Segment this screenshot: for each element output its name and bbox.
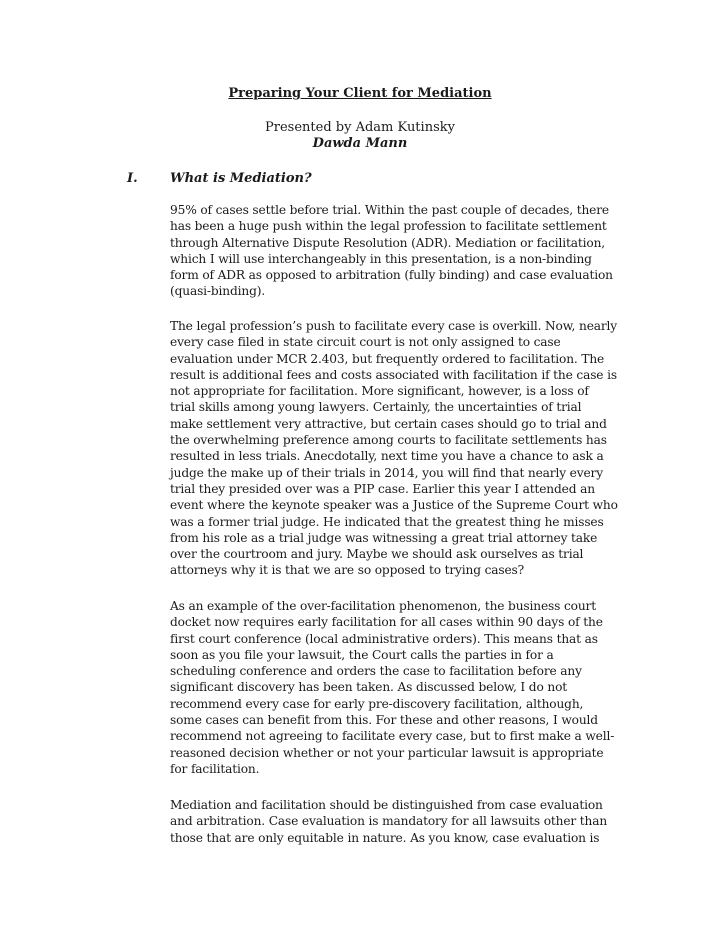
text-line: Mediation and facilitation should be distinguished from case evaluation	[170, 798, 603, 812]
section-number: I.	[127, 171, 138, 186]
section-heading: What is Mediation?	[170, 171, 312, 186]
text-line: every case filed in state circuit court is not only assigned to case	[170, 335, 561, 350]
text-line: over the courtroom and jury. Maybe we should ask ourselves as trial	[170, 547, 584, 562]
copresenter-name: Dawda Mann	[312, 136, 408, 151]
paragraph	[170, 202, 620, 300]
text-line: As an example of the over-facilitation phenomenon, the business court	[170, 599, 596, 613]
text-line: significant discovery has been taken. As discussed below, I do not	[170, 680, 567, 695]
text-line: result is additional fees and costs associated with facilitation if the case is	[170, 367, 617, 382]
document-title: Preparing Your Client for Mediation	[228, 86, 492, 101]
text-line: 95% of cases settle before trial. Within the past couple of decades, there	[170, 203, 609, 217]
text-line: some cases can benefit from this. For these and other reasons, I would	[170, 713, 598, 728]
text-line: was a former trial judge. He indicated that the greatest thing he misses	[170, 514, 604, 529]
text-line: the overwhelming preference among courts to facilitate settlements has	[170, 433, 607, 448]
text-line: first court conference (local administrative orders). This means that as	[170, 631, 598, 646]
text-line: those that are only equitable in nature. As you know, case evaluation is	[170, 830, 600, 845]
text-line: trial skills among young lawyers. Certainly, the uncertainties of trial	[170, 400, 582, 415]
presenter-line: Presented by Adam Kutinsky	[265, 120, 455, 135]
text-line: from his role as a trial judge was witnessing a great trial attorney take	[170, 530, 598, 545]
text-line: (quasi-binding).	[170, 284, 266, 299]
text-line: resulted in less trials. Anecdotally, next time you have a chance to ask a	[170, 449, 604, 464]
text-line: scheduling conference and orders the case to facilitation before any	[170, 664, 582, 679]
text-line: for facilitation.	[170, 761, 260, 776]
text-line: form of ADR as opposed to arbitration (fully binding) and case evaluation	[170, 268, 613, 283]
text-line: reasoned decision whether or not your particular lawsuit is appropriate	[170, 745, 604, 760]
text-line: and arbitration. Case evaluation is mandatory for all lawsuits other than	[170, 814, 608, 829]
text-line: has been a huge push within the legal profession to facilitate settlement	[170, 219, 607, 234]
paragraph	[170, 797, 620, 846]
text-line: docket now requires early facilitation for all cases within 90 days of the	[170, 615, 603, 630]
paragraph	[170, 598, 620, 777]
text-line: not appropriate for facilitation. More significant, however, is a loss of	[170, 384, 589, 399]
text-line: evaluation under MCR 2.403, but frequently ordered to facilitation. The	[170, 351, 605, 366]
text-line: judge the make up of their trials in 2014, you will find that nearly every	[170, 465, 603, 480]
text-line: which I will use interchangeably in this presentation, is a non-binding	[170, 251, 592, 266]
text-line: event where the keynote speaker was a Justice of the Supreme Court who	[170, 498, 618, 513]
text-line: recommend not agreeing to facilitate every case, but to first make a well-	[170, 729, 615, 744]
text-line: through Alternative Dispute Resolution (ADR). Mediation or facilitation,	[170, 235, 606, 250]
text-line: attorneys why it is that we are so opposed to trying cases?	[170, 563, 525, 578]
text-line: recommend every case for early pre-discovery facilitation, although,	[170, 696, 584, 711]
paragraph	[170, 318, 620, 579]
text-line: soon as you file your lawsuit, the Court calls the parties in for a	[170, 647, 554, 662]
text-line: make settlement very attractive, but certain cases should go to trial and	[170, 416, 607, 431]
text-line: The legal profession’s push to facilitate every case is overkill. Now, nearly	[170, 319, 618, 333]
text-line: trial they presided over was a PIP case. Earlier this year I attended an	[170, 481, 595, 496]
